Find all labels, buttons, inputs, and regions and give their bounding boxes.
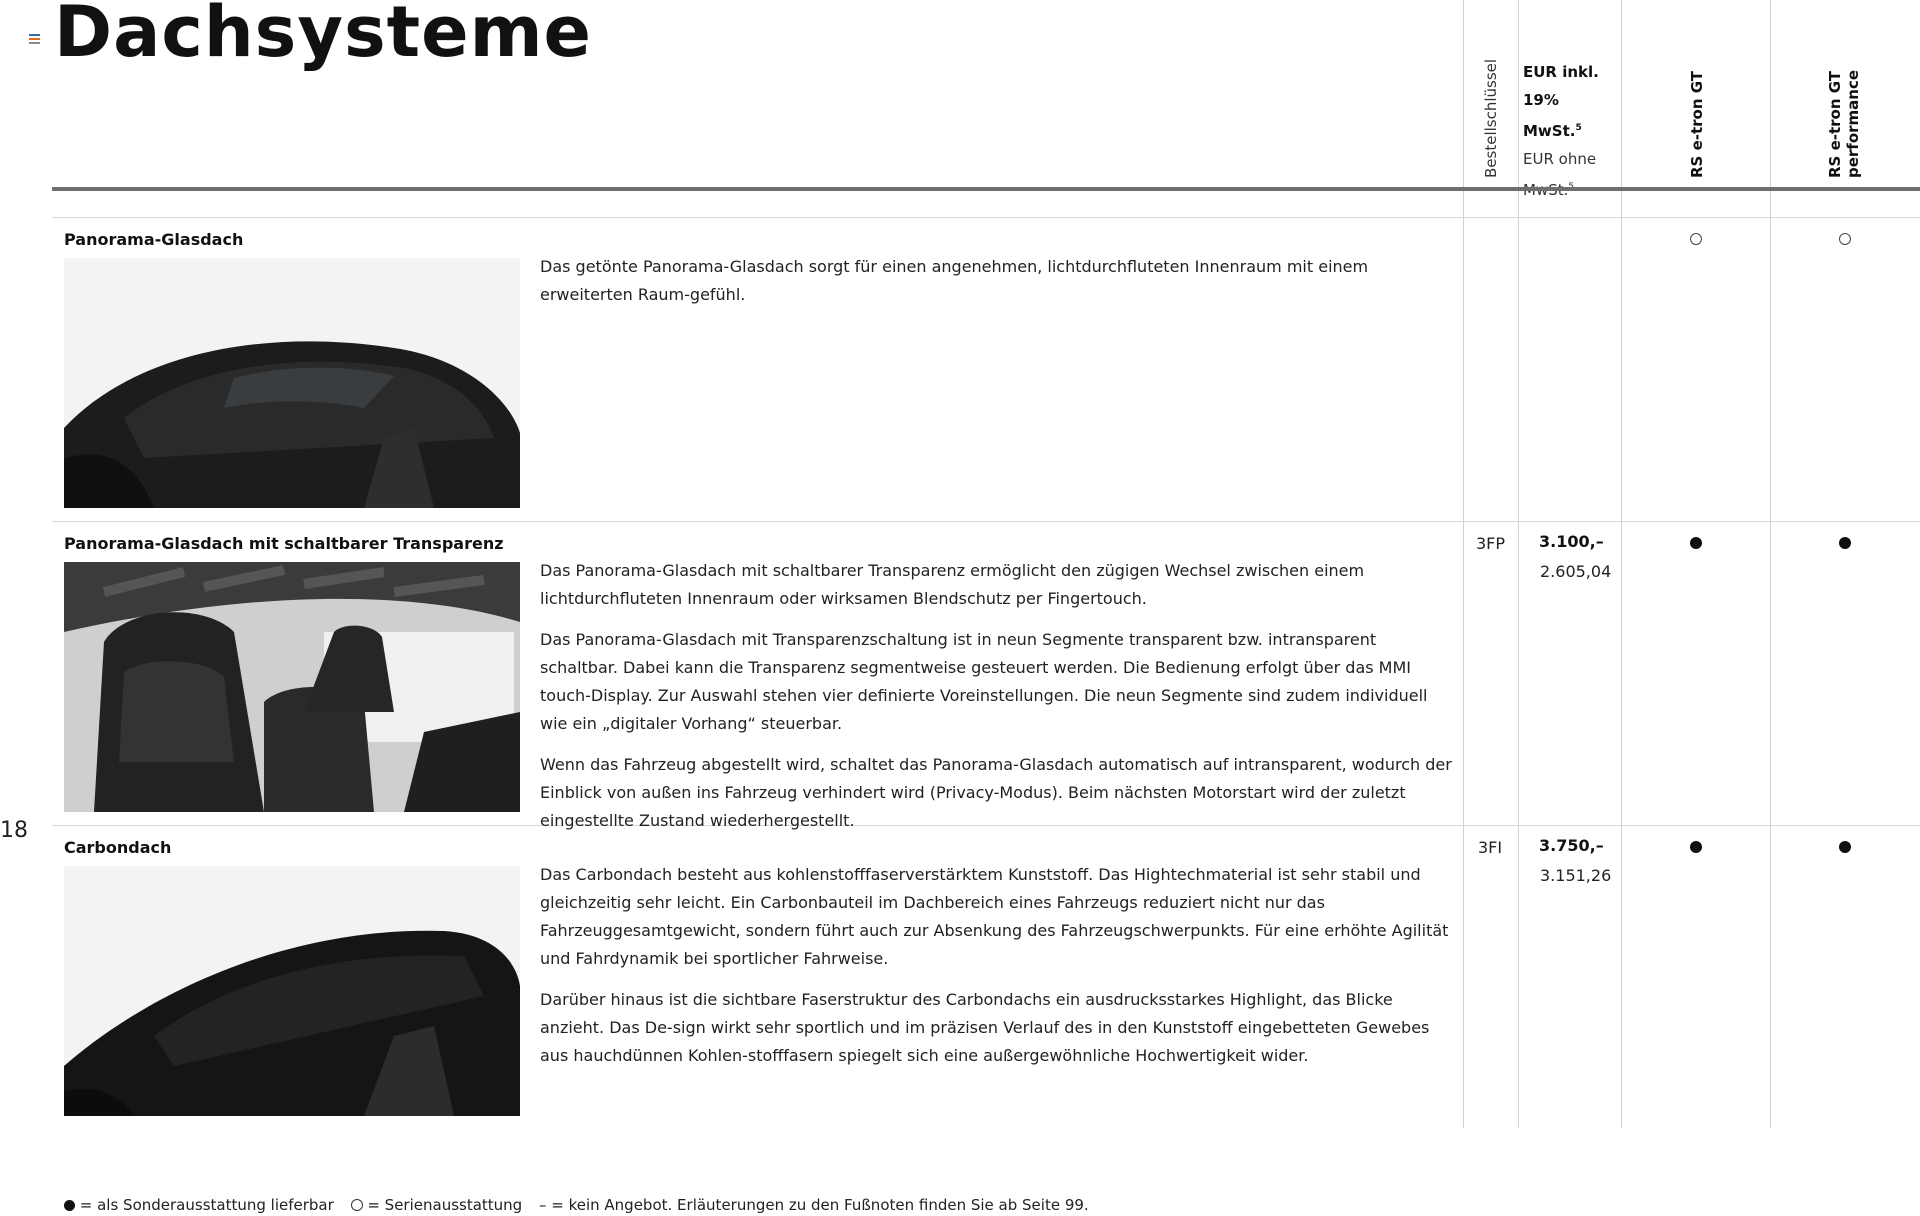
row-description-carbondach xyxy=(540,861,1455,1083)
legend-standard: = Serienausstattung xyxy=(367,1196,523,1214)
row-separator xyxy=(52,521,1920,522)
page-title: Dachsysteme xyxy=(54,0,592,73)
header-model-rs-etron-gt: RS e-tron GT xyxy=(1688,70,1706,178)
row-separator xyxy=(52,217,1920,218)
price-incl-vat: 3.100,– xyxy=(1539,532,1604,551)
model1-optional-icon xyxy=(1690,841,1702,853)
legend-none: – = kein Angebot. Erläuterungen zu den Fußnoten finden Sie ab Seite 99. xyxy=(538,1196,1089,1214)
price-excl-vat: 3.151,26 xyxy=(1540,866,1612,885)
panorama-transparenz-image xyxy=(64,562,520,812)
price-excl-vat: 2.605,04 xyxy=(1540,562,1612,581)
description-paragraph: Das getönte Panorama-Glasdach sorgt für einen angenehmen, lichtdurchfluteten Innenraum mit einem erweiterten Raum-gefühl. xyxy=(540,257,1369,304)
row-title-carbondach: Carbondach xyxy=(64,838,172,857)
description-paragraph: Darüber hinaus ist die sichtbare Faserstruktur des Carbondachs ein ausdrucksstarkes Highlight, das Blicke anzieht. Das De-sign wirkt sehr sportlich und im präzisen Verlauf des in den Kunststoff eingebetteten Gewebes aus hauchdünnen Kohlen-stofffasern spiegelt sich eine außergewöhnliche Hochwertigkeit wider. xyxy=(540,990,1430,1065)
row-description-panorama-glasdach xyxy=(540,253,1455,322)
row-title-panorama-transparenz: Panorama-Glasdach mit schaltbarer Transparenz xyxy=(64,534,504,553)
column-divider xyxy=(1621,0,1622,1128)
model1-standard-icon xyxy=(1690,233,1702,245)
filled-circle-icon xyxy=(64,1200,75,1211)
model2-optional-icon xyxy=(1839,537,1851,549)
order-code: 3FI xyxy=(1478,838,1503,857)
legend-footer xyxy=(64,1196,1089,1214)
model1-optional-icon xyxy=(1690,537,1702,549)
model2-standard-icon xyxy=(1839,233,1851,245)
header-price: EUR inkl. 19% MwSt.$^5$ EUR ohne xyxy=(1523,63,1599,168)
row-title-panorama-glasdach: Panorama-Glasdach xyxy=(64,230,244,249)
row-description-panorama-transparenz xyxy=(540,557,1455,848)
carbondach-image xyxy=(64,866,520,1116)
description-paragraph: Das Carbondach besteht aus kohlenstofffaserverstärktem Kunststoff. Das Hightechmaterial ist sehr stabil und gleichzeitig sehr leicht. Ein Carbonbauteil im Dachbereich eines Fahrzeugs reduziert nicht nur das Fahrzeuggesamtgewicht, sondern führt auch zur Absenkung des Fahrzeugschwerpunkts. Für eine erhöhte Agilität und Fahrdynamik bei sportlicher Fahrweise. xyxy=(540,865,1449,968)
open-circle-icon xyxy=(351,1199,363,1211)
description-paragraph: Wenn das Fahrzeug abgestellt wird, schaltet das Panorama-Glasdach automatisch auf intransparent, wodurch der Einblick von außen ins Fahrzeug verhindert wird (Privacy-Modus). Beim nächsten Motorstart wird der zuletzt eingestellte Zustand wiederhergestellt. xyxy=(540,755,1452,830)
model2-optional-icon xyxy=(1839,841,1851,853)
price-incl-vat: 3.750,– xyxy=(1539,836,1604,855)
order-code: 3FP xyxy=(1476,534,1506,553)
legend-optional: = als Sonderausstattung lieferbar xyxy=(79,1196,334,1214)
column-divider xyxy=(1463,0,1464,1128)
page-number: 18 xyxy=(0,818,28,843)
column-divider xyxy=(1518,0,1519,1128)
title-mark-icon xyxy=(29,34,40,46)
panorama-glasdach-image xyxy=(64,258,520,508)
header-order-key: Bestellschlüssel xyxy=(1482,58,1500,178)
description-paragraph: Das Panorama-Glasdach mit schaltbarer Transparenz ermöglicht den zügigen Wechsel zwischen einem lichtdurchfluteten Innenraum oder wirksamen Blendschutz per Fingertouch. xyxy=(540,561,1365,608)
column-divider xyxy=(1770,0,1771,1128)
header-rule xyxy=(52,187,1920,191)
description-paragraph: Das Panorama-Glasdach mit Transparenzschaltung ist in neun Segmente transparent bzw. intransparent schaltbar. Dabei kann die Transparenz segmentweise gesteuert werden. Die Bedienung erfolgt über das MMI touch-Display. Zur Auswahl stehen vier definierte Voreinstellungen. Die neun Segmente sind zudem individuell wie ein „digitaler Vorhang“ steuerbar. xyxy=(540,630,1428,733)
